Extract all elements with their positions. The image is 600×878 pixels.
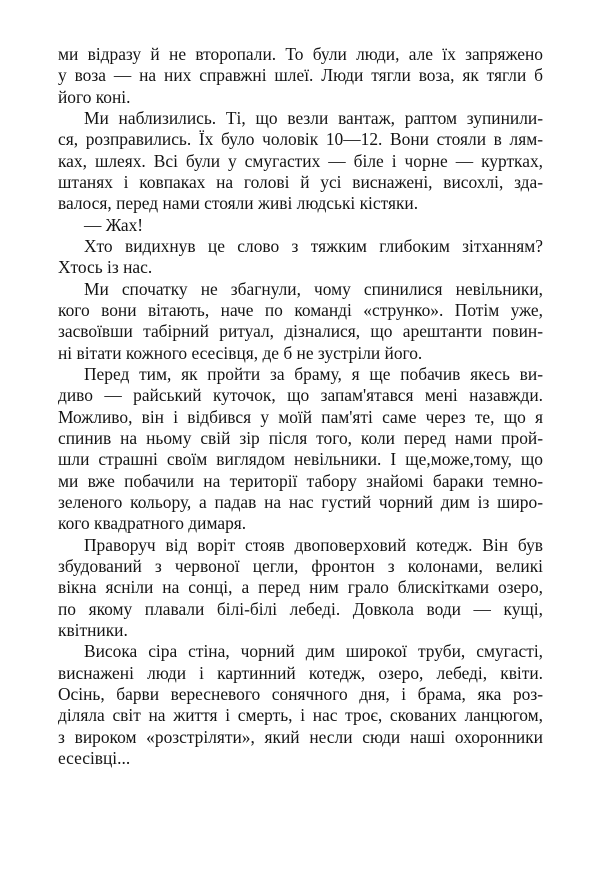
text-line: Ми спочатку не збагнули, чому спинилися невільники, [84,279,543,299]
text-line: есесівці... [58,748,131,768]
text-line: у воза — на них справжні шлеї. Люди тягли воза, як тягли б [58,65,543,85]
text-line: виснажені люди і картинний котедж, озеро, лебеді, квіти. [58,663,543,683]
text-line: валося, перед нами стояли живі людські кістяки. [58,193,419,213]
text-line: ми вже побачили на території табору знайомі бараки темно- [58,471,543,491]
text-line: Праворуч від воріт стояв двоповерховий котедж. Він був [84,535,543,555]
text-line: кого квадратного димаря. [58,513,247,533]
text-line: Висока сіра стіна, чорний дим широкої труби, смугасті, [84,641,543,661]
text-line: зеленого кольору, а падав на нас густий чорний дим із широ- [58,492,543,512]
text-line: кого вони вітають, наче по команді «струнко». Потім уже, [58,300,543,320]
text-line: Хто видихнув це слово з тяжким глибоким зітханням? [84,236,543,256]
text-line: засвоївши табірний ритуал, дізналися, що арештанти повин- [58,321,543,341]
text-line: ся, розправились. Їх було чоловік 10—12. Вони стояли в лям- [58,129,543,149]
text-line: — Жах! [84,215,144,235]
text-line: Можливо, він і відбився у моїй пам'яті саме через те, що я [58,407,543,427]
text-line: діляла світ на життя і смерть, і нас троє, скованих ланцюгом, [58,705,543,725]
text-line: Ми наблизились. Ті, що везли вантаж, раптом зупинили- [84,108,543,128]
text-line: диво — райський куточок, що запам'ятався мені назавжди. [58,385,543,405]
text-line: ні вітати кожного есесівця, де б не зустріли його. [58,343,423,363]
text-line: Осінь, барви вересневого сонячного дня, і брама, яка роз- [58,684,543,704]
text-line: його коні. [58,87,131,107]
text-line: ми відразу й не второпали. То були люди, але їх запряжено [58,44,543,64]
text-line: спинив на ньому свій зір після того, коли перед нами прой- [58,428,543,448]
text-line: квітники. [58,620,128,640]
text-line: штанях і ковпаках на голові й усі виснажені, висохлі, зда- [58,172,543,192]
text-line: по якому плавали білі-білі лебеді. Довкола води — кущі, [58,599,543,619]
text-line: ках, шлеях. Всі були у смугастих — біле і чорне — куртках, [58,151,543,171]
text-line: шли страшні своїм виглядом невільники. І ще,може,тому, що [58,449,543,469]
text-line: вікна ясніли на сонці, а перед ним грало блискітками озеро, [58,577,543,597]
text-line: збудований з червоної цегли, фронтон з колонами, великі [58,556,543,576]
text-line: Перед тим, як пройти за браму, я ще побачив якесь ви- [84,364,543,384]
text-line: Хтось із нас. [58,257,153,277]
text-line: з вироком «розстріляти», який несли сюди наші охоронники [58,727,543,747]
